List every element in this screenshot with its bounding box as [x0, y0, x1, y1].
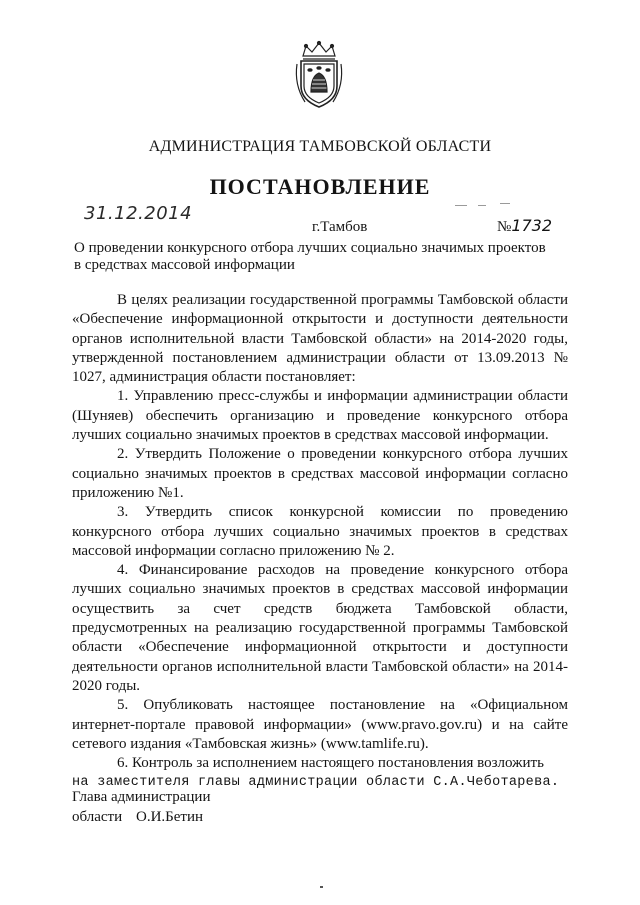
signature-row: [72, 807, 210, 827]
document-subject: [74, 240, 574, 274]
scan-mark: [455, 205, 467, 206]
number-prefix: №: [497, 219, 512, 235]
item-6-typewritten-continuation: на заместителя главы администрации области С.А.Чеботарева.: [72, 775, 560, 791]
coat-of-arms-icon: [291, 40, 347, 110]
item-paragraph: [72, 754, 568, 773]
item-paragraph: 3. Утвердить список конкурсной комиссии по проведению конкурсного отбора лучших социально значимых проектов в средствах массовой информации согласно приложению № 2.: [72, 504, 568, 559]
scan-mark: [500, 203, 510, 204]
preamble-paragraph: В целях реализации государственной программы Тамбовской области «Обеспечение информационной открытости и доступности деятельности органов исполнительной власти Тамбовской области» на 2014-2020 годы, утвержденной постановлением администрации области от 13.09.2013 № 1027, администрация области постановляет:: [72, 292, 568, 386]
document-number: [497, 216, 552, 236]
item-6-text: 6. Контроль за исполнением настоящего постановления возложить: [117, 755, 544, 772]
signature-title: Глава администрации: [72, 789, 211, 805]
subject-line: О проведении конкурсного отбора лучших социально значимых проектов: [74, 240, 546, 256]
signature-title-cont: области: [72, 809, 123, 825]
scan-speck: [320, 886, 323, 888]
item-paragraph: 1. Управлению пресс-службы и информации администрации области (Шуняев) обеспечить организацию и проведение конкурсного отбора лучших социально значимых проектов в средствах массовой информации.: [72, 388, 568, 444]
document-date: 31.12.2014: [84, 203, 193, 224]
subject-line: в средствах массовой информации: [74, 257, 295, 273]
signatory-name: О.И.Бетин: [136, 809, 204, 825]
document-city: г.Тамбов: [312, 219, 368, 235]
item-paragraph: 2. Утвердить Положение о проведении конкурсного отбора лучших социально значимых проектов в средствах массовой информации согласно приложению №1.: [72, 446, 568, 501]
organization-name: АДМИНИСТРАЦИЯ ТАМБОВСКОЙ ОБЛАСТИ: [148, 138, 492, 155]
document-body: [72, 291, 568, 793]
signature-block: [72, 787, 210, 827]
document-type-title: ПОСТАНОВЛЕНИЕ: [209, 174, 431, 199]
scan-mark: [478, 205, 486, 206]
item-paragraph: 5. Опубликовать настоящее постановление на «Официальном интернет-портале правовой информации» (www.pravo.gov.ru) и на сайте сетевого издания «Тамбовская жизнь» (www.tamlife.ru).: [72, 697, 568, 752]
number-value: 1732: [511, 216, 553, 235]
item-paragraph: 4. Финансирование расходов на проведение конкурсного отбора лучших социально значимых проектов в средствах массовой информации осуществить за счет средств бюджета Тамбовской области, предусмотренных на реализацию государственной программы Тамбовской области «Обеспечение информационной открытости и доступности деятельности органов исполнительной власти Тамбовской области» на 2014-2020 годы.: [72, 562, 568, 694]
